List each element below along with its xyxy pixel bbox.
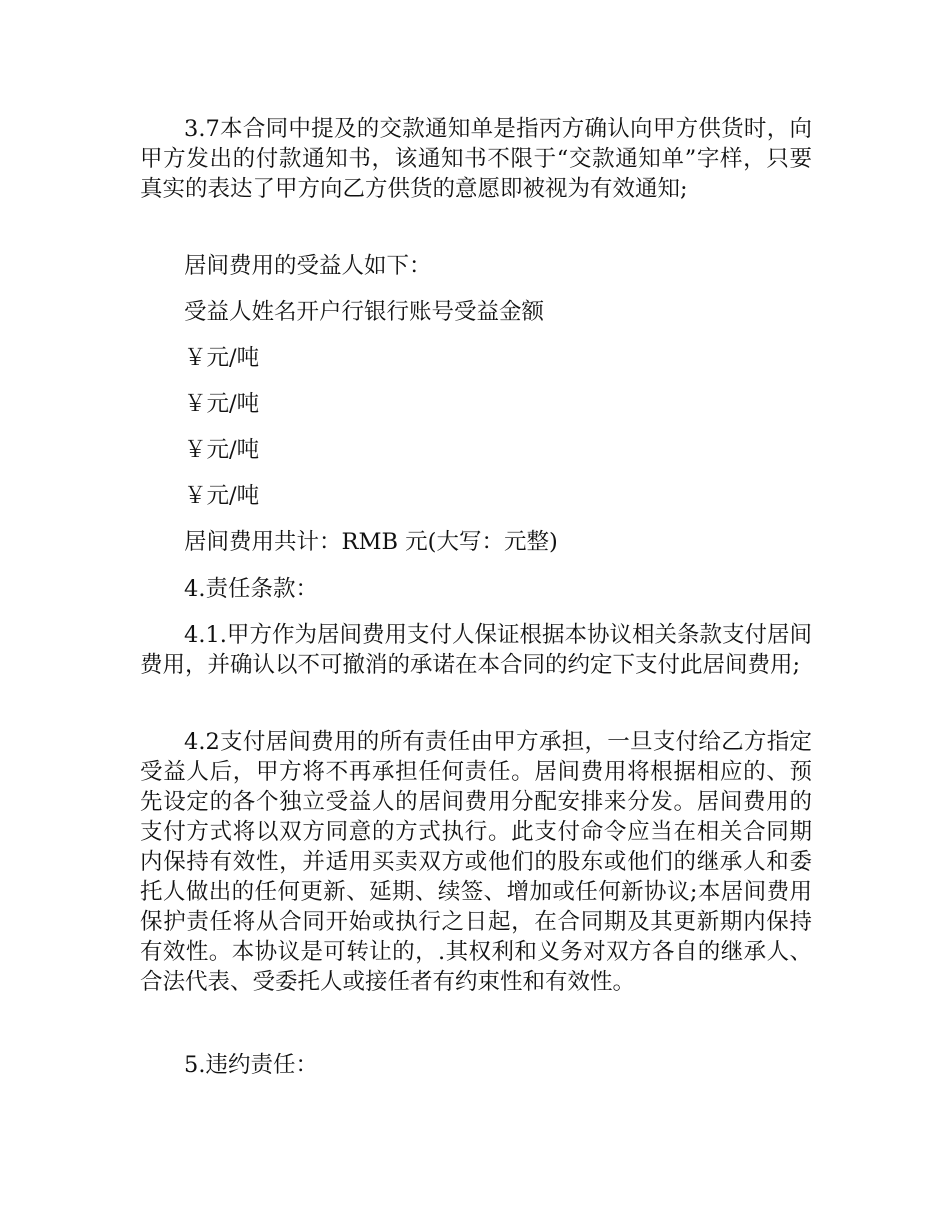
section-5-heading: 5.违约责任： (184, 1052, 318, 1078)
fee-rate-line-1: ￥元/吨 (184, 345, 260, 371)
fee-rate-line-3: ￥元/吨 (184, 437, 260, 463)
clause-3-7-paragraph: 3.7本合同中提及的交款通知单是指丙方确认向甲方供货时，向甲方发出的付款通知书，该通知书不限于“交款通知单”字样，只要真实的表达了甲方向乙方供货的意愿即被视为有效通知; (140, 116, 812, 202)
beneficiary-header-paragraph: 受益人姓名开户行银行账号受益金额 (184, 299, 545, 325)
beneficiary-intro-paragraph: 居间费用的受益人如下： (184, 253, 432, 279)
fee-rate-line-2: ￥元/吨 (184, 391, 260, 417)
fee-rate-line-4: ￥元/吨 (184, 483, 260, 509)
fee-total-paragraph: 居间费用共计：RMB 元(大写：元整) (184, 529, 558, 555)
clause-4-2-paragraph: 4.2支付居间费用的所有责任由甲方承担，一旦支付给乙方指定受益人后，甲方将不再承担任何责任。居间费用将根据相应的、预先设定的各个独立受益人的居间费用分配安排来分发。居间费用的支付方式将以双方同意的方式执行。此支付命令应当在相关合同期内保持有效性，并适用买卖双方或他们的股东或他们的继承人和委托人做出的任何更新、延期、续签、增加或任何新协议;本居间费用保护责任将从合同开始或执行之日起，在合同期及其更新期内保持有效性。本协议是可转让的，.其权利和义务对双方各自的继承人、合法代表、受委托人或接任者有约束性和有效性。 (140, 729, 812, 995)
section-4-heading: 4.责任条款： (184, 576, 318, 602)
clause-4-1-paragraph: 4.1.甲方作为居间费用支付人保证根据本协议相关条款支付居间费用，并确认以不可撤消的承诺在本合同的约定下支付此居间费用; (140, 622, 812, 678)
